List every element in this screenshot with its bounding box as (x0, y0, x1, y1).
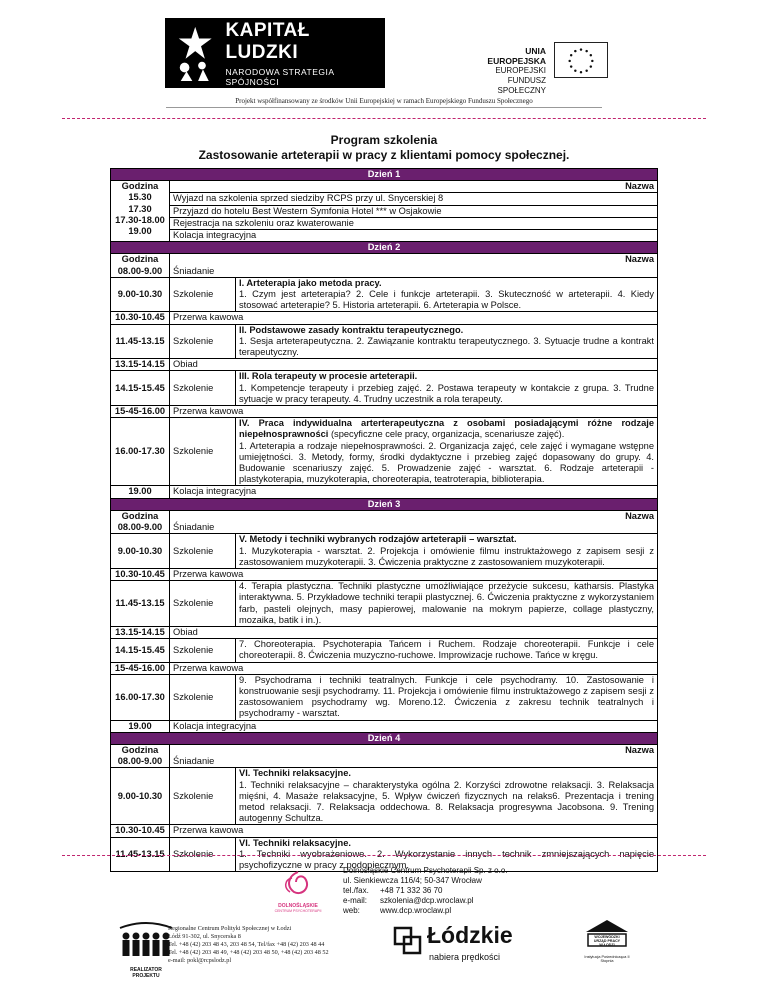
row-description (236, 277, 658, 312)
eu-line-3: FUNDUSZ SPOŁECZNY (497, 76, 546, 95)
row-heading: VI. Techniki relaksacyjne. (239, 768, 351, 779)
time-cell: 10.30-10.45 (111, 825, 170, 837)
table-row (111, 825, 658, 837)
wup-line: WOJEWÓDZKI (594, 935, 620, 939)
lodzkie-logo (393, 922, 533, 972)
tel-label: tel./fax. (343, 886, 369, 895)
day-header (111, 242, 658, 254)
time-cell: 9.00-10.30 (111, 768, 170, 825)
eu-flag-icon (554, 42, 608, 78)
lodzkie-subtitle: nabiera prędkości (429, 952, 501, 962)
table-row (111, 359, 658, 371)
row-heading: VI. Techniki relaksacyjne. (239, 837, 351, 848)
header-rule (166, 107, 602, 108)
time-cell: 14.15-15.45 (111, 371, 170, 406)
row-description (236, 324, 658, 359)
row-type: Śniadanie (173, 522, 215, 533)
time-value: 08.00-9.00 (117, 265, 163, 276)
row-heading: I. Arteterapia jako metoda pracy. (239, 277, 382, 288)
row-type: Obiad (170, 359, 658, 371)
row-text: 9. Psychodrama i techniki teatralnych. Funkcje i cele psychodramy. 10. Zastosowanie i konstruowanie sesji psychodramy. 11. Projekcja i omówienie filmu instruktażowego z zapisem sesji z zastosowaniem psychodramy wg. Moreno.12. Ćwiczenia z zakresu technik teatralnych i psychodramy - warsztat. (239, 674, 654, 719)
title-line-2: Zastosowanie arteterapii w pracy z klientami pomocy społecznej. (198, 148, 570, 162)
time-cell (111, 254, 170, 277)
row-text: 1. Muzykoterapia - warsztat. 2. Projekcja i omówienie filmu instruktażowego z zapisem sesji z zastosowaniem muzykoterapii. 3. Ćwiczenia praktyczne z zastosowaniem muzykoterapii. (239, 545, 654, 567)
web-value[interactable]: www.dcp.wroclaw.pl (380, 906, 452, 915)
row-text: 1. Techniki relaksacyjne – charakterystyka ogólna 2. Korzyści zdrowotne relaksacji. 3. Relaksacja mięśni, 4. Masaże relaksacyjne, 5. Wpływ ćwiczeń fizycznych na relaks6. Prezentacja i trening metod relaksacji. 7. Relaksacja oddechowa. 8. Relaksacja progresywna Jacobsona. 9. Trening autogenny Schultza. (239, 779, 654, 824)
day-header (111, 732, 658, 744)
wup-line: URZĄD PRACY (593, 939, 621, 943)
row-text: 1. Kompetencje terapeuty i przebieg zajęć. 2. Postawa terapeuty w kontakcie z grupa. 3. Trudne sytuacje w pracy terapeuty. 4. Trudny uczestnik a rola terapeuty. (239, 382, 654, 404)
dcp-name: Dolnośląskie Centrum Psychoterapii Sp. z o.o. (343, 866, 508, 875)
row-description (236, 534, 658, 569)
eu-logo (468, 46, 608, 95)
table-row (111, 534, 658, 569)
row-heading: II. Podstawowe zasady kontraktu terapeutycznego. (239, 324, 464, 335)
dcp-contact (343, 866, 508, 916)
table-row (111, 674, 658, 720)
row-type: Śniadanie (173, 265, 215, 276)
row-type: Szkolenie (170, 674, 236, 720)
row-description (236, 581, 658, 627)
dcp-address: ul. Sienkiewcza 116/4; 50-347 Wrocław (343, 876, 482, 885)
row-description (236, 674, 658, 720)
content-cell (170, 510, 658, 533)
content-cell (170, 744, 658, 767)
row-type: Przerwa kawowa (170, 825, 658, 837)
table-row (111, 581, 658, 627)
time-cell: 9.00-10.30 (111, 534, 170, 569)
time-cell: 13.15-14.15 (111, 626, 170, 638)
column-header-name: Nazwa (625, 510, 654, 521)
row-text: 1. Techniki wyobrażeniowe. 2. Wykorzystanie innych technik zmniejszających napięcie psychofizyczne w pracy z podopiecznym. (239, 848, 654, 870)
row-heading: V. Metody i techniki wybranych rodzajów arteterapii – warsztat. (239, 534, 517, 545)
table-row (111, 662, 658, 674)
table-row (111, 626, 658, 638)
kapital-ludzki-emblem-icon (173, 22, 217, 84)
table-row (111, 639, 658, 662)
kapital-ludzki-subtitle: NARODOWA STRATEGIA SPÓJNOŚCI (225, 66, 335, 87)
time-value: 08.00-9.00 (117, 522, 163, 533)
row-type: Kolacja integracyjna (170, 486, 658, 498)
email-label: e-mail: (343, 896, 368, 905)
time-value: 08.00-9.00 (117, 756, 163, 767)
time-cell (111, 744, 170, 767)
row-heading: IV. Praca indywidualna arterterapeutyczna z osobami posiadającymi różne rodzaje niepełnosprawności (239, 418, 654, 440)
column-header-time: Godzina (121, 510, 159, 521)
column-header-time: Godzina (121, 744, 159, 755)
list-item: Wyjazd na szkolenia sprzed siedziby RCPS przy ul. Snycerskiej 8 (170, 192, 657, 204)
realizator-caption: REALIZATOR PROJEKTU (130, 967, 162, 979)
time-cell: 9.00-10.30 (111, 277, 170, 312)
rcps-line: Tel. +48 (42) 203 48 49, +48 (42) 203 48 50, +48 (42) 203 48 52 (168, 949, 329, 956)
row-type: Szkolenie (170, 639, 236, 662)
day-2-label: Dzień 2 (111, 242, 658, 254)
time-value: 17.30-18.00 (115, 214, 165, 225)
column-header-name: Nazwa (625, 181, 654, 192)
list-item: Kolacja integracyjna (170, 229, 657, 241)
row-type: Szkolenie (170, 534, 236, 569)
time-cell: 11.45-13.15 (111, 581, 170, 627)
day-3-label: Dzień 3 (111, 498, 658, 510)
row-text: 7. Choreoterapia. Psychoterapia Tańcem i Ruchem. Rodzaje choreoterapii. Funkcje i cele choreoterapii. 8. Ćwiczenia muzyczno-ruchowe. Improwizacje ruchowe. Tańce w kręgu. (239, 639, 654, 661)
time-cell: 13.15-14.15 (111, 359, 170, 371)
rcps-line: e-mail: pokl@rcpslodz.pl (168, 957, 232, 964)
table-row (111, 768, 658, 825)
rcps-line: Regionalne Centrum Polityki Społecznej w Łodzi (168, 925, 292, 932)
table-row (111, 720, 658, 732)
row-description (236, 768, 658, 825)
row-type: Śniadanie (173, 756, 215, 767)
column-header-name: Nazwa (625, 744, 654, 755)
lodzkie-emblem-icon (393, 926, 423, 956)
row-type: Obiad (170, 626, 658, 638)
row-type: Szkolenie (170, 418, 236, 486)
row-text: 1. Sesja arteterapeutyczna. 2. Zawiązanie kontraktu terapeutycznego. 3. Sytuacje trudne a kontrakt terapeutyczny. (239, 335, 654, 358)
row-description (236, 639, 658, 662)
time-cell: 16.00-17.30 (111, 674, 170, 720)
content-cell (170, 254, 658, 277)
dcp-logo (268, 868, 328, 913)
dcp-logo-sub: CENTRUM PSYCHOTERAPII (274, 909, 322, 913)
time-cell: 19.00 (111, 720, 170, 732)
column-header-time: Godzina (121, 181, 159, 192)
list-item: Przyjazd do hotelu Best Western Symfonia Hotel *** w Osjakowie (170, 205, 657, 217)
time-cell (111, 510, 170, 533)
table-row (111, 324, 658, 359)
lodzkie-title: Łódzkie (427, 922, 513, 948)
time-cell: 14.15-15.45 (111, 639, 170, 662)
table-row (111, 406, 658, 418)
table-row (111, 744, 658, 767)
time-cell: 19.00 (111, 486, 170, 498)
row-heading-tail: (specyficzne cele pracy, organizacja, scenariusze zajęć). (328, 429, 565, 440)
row-type: Szkolenie (170, 581, 236, 627)
time-value: 19.00 (128, 226, 152, 237)
table-row (111, 371, 658, 406)
row-type: Przerwa kawowa (170, 406, 658, 418)
rcps-contact (168, 925, 329, 965)
day-1-label: Dzień 1 (111, 169, 658, 181)
row-type: Przerwa kawowa (170, 568, 658, 580)
email-value[interactable]: szkolenia@dcp.wroclaw.pl (380, 896, 474, 905)
page-header (0, 0, 768, 112)
wup-caption: Instytucja Pośrednicząca II Stopnia (584, 955, 630, 963)
day-header (111, 169, 658, 181)
time-cell: 10.30-10.45 (111, 568, 170, 580)
wup-logo (582, 918, 632, 972)
table-row (111, 254, 658, 277)
top-dashed-divider (62, 118, 706, 119)
row-type: Szkolenie (170, 768, 236, 825)
table-row (111, 181, 658, 242)
list-item: Rejestracja na szkoleniu oraz kwaterowanie (170, 217, 657, 229)
day-4-label: Dzień 4 (111, 732, 658, 744)
time-cell: 11.45-13.15 (111, 324, 170, 359)
row-type: Szkolenie (170, 837, 236, 872)
table-row (111, 568, 658, 580)
page-title (0, 133, 768, 163)
table-row (111, 418, 658, 486)
row-description (236, 418, 658, 486)
table-row (111, 486, 658, 498)
time-value: 17.30 (128, 203, 152, 214)
row-type: Przerwa kawowa (170, 312, 658, 324)
project-cofinancing-note: Projekt współfinansowany ze środków Unii Europejskiej w ramach Europejskiego Funduszu Społecznego (235, 97, 533, 105)
time-cell: 16.00-17.30 (111, 418, 170, 486)
bottom-dashed-divider (62, 855, 706, 856)
day-header (111, 498, 658, 510)
row-type: Szkolenie (170, 371, 236, 406)
day-1-items (170, 181, 658, 242)
kapital-ludzki-title: KAPITAŁ LUDZKI (225, 19, 310, 63)
wup-line: W ŁODZI (599, 943, 615, 947)
eu-line-1: UNIA EUROPEJSKA (487, 46, 546, 66)
row-text: 1. Czym jest arteterapia? 2. Cele i funkcje arteterapii. 3. Skuteczność w arteterapii. 4. Kiedy stosować arteterapie? 5. Historia arteterapii. 6. Arteterapia w Polsce. (239, 289, 654, 311)
realizator-logo (116, 918, 176, 979)
table-row (111, 312, 658, 324)
row-type: Szkolenie (170, 324, 236, 359)
time-cell: 10.30-10.45 (111, 312, 170, 324)
rcps-line: Tel. +48 (42) 203 48 43, 203 48 54, Tel/fax +48 (42) 203 48 44 (168, 941, 325, 948)
row-type: Kolacja integracyjna (170, 720, 658, 732)
dcp-flower-icon (268, 868, 328, 898)
row-heading: III. Rola terapeuty w procesie arteterapii. (239, 371, 418, 382)
row-type: Przerwa kawowa (170, 662, 658, 674)
column-header-time: Godzina (121, 254, 159, 265)
title-line-1: Program szkolenia (330, 133, 438, 147)
time-value: 15.30 (128, 192, 152, 203)
time-cell: 15-45-16.00 (111, 662, 170, 674)
eu-line-2: EUROPEJSKI (495, 66, 546, 75)
time-cell (111, 181, 170, 242)
row-text: 4. Terapia plastyczna. Techniki plastyczne umożliwiające przeżycie sukcesu, katharsis. Plastyka interaktywna. 5. Przykładowe techniki terapii plastycznej. 6. Ćwiczenia praktyczne z wykorzystaniem farb, pasteli olejnych, masy papierowej, malowanie na mokrym papierze, collage plastyczny, mozaika, batik i in.). (239, 581, 654, 625)
rcps-line: Łódź 91-302, ul. Snycerska 8 (168, 933, 241, 940)
column-header-name: Nazwa (625, 254, 654, 265)
time-cell: 15-45-16.00 (111, 406, 170, 418)
schedule-table (110, 168, 658, 872)
table-row (111, 277, 658, 312)
tel-value: +48 71 332 36 70 (380, 886, 443, 895)
row-type: Szkolenie (170, 277, 236, 312)
table-row (111, 510, 658, 533)
time-cell: 11.45-13.15 (111, 837, 170, 872)
web-label: web: (343, 906, 360, 915)
kapital-ludzki-logo (165, 18, 385, 88)
row-description (236, 371, 658, 406)
row-text: 1. Arteterapia a rodzaje niepełnosprawności. 2. Organizacja zajęć, cele zajęć i wymagane wstępne umiejętności. 3. Metody, formy, środki dydaktyczne i przebieg zajęć dopasowany do grupy. 4. Budowanie scenariuszy zajęć. 5. Prowadzenie zajęć - warsztat. 6. Rodzaje arteterapii - plastykoterapia, muzykoterapia, choreoterapia, teatroterapia, biblioterapia. (239, 440, 654, 485)
dcp-logo-text: DOLNOŚLĄSKIE (278, 903, 318, 909)
people-group-icon (116, 918, 176, 962)
